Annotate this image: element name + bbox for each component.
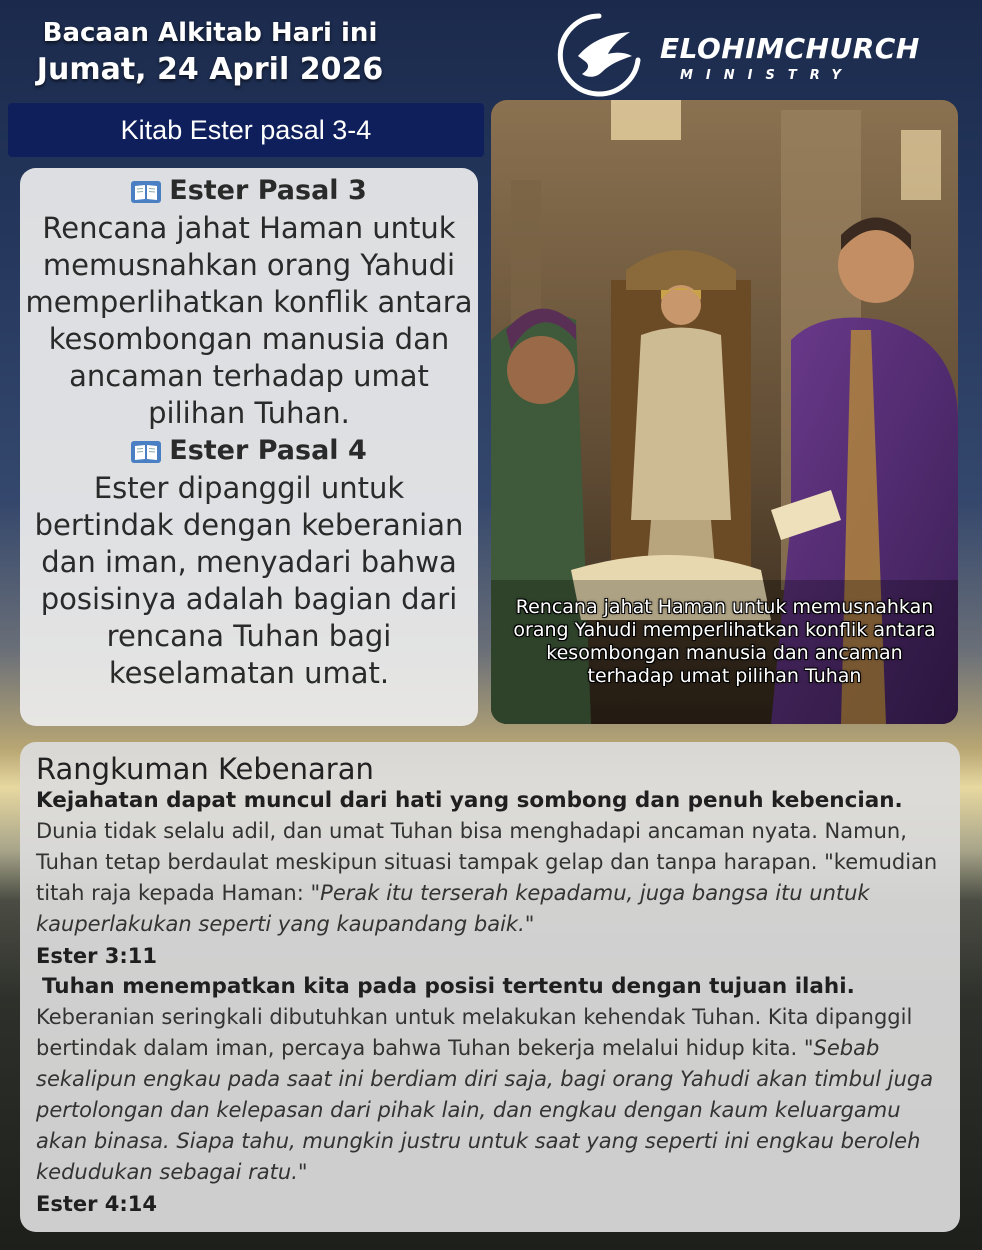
book-title: Kitab Ester pasal 3-4 <box>8 103 484 157</box>
chapter-heading <box>20 172 478 210</box>
scripture-quote: Sebab sekalipun engkau pada saat ini berdiam diri saja, bagi orang Yahudi akan timbul juga pertolongan dan kelepasan dari pihak lain, dan engkau dengan kaum keluargamu akan binasa. Siapa tahu, mungkin justru untuk saat yang seperti ini engkau beroleh kedudukan sebagai ratu. <box>36 1036 934 1184</box>
summary-title: Rangkuman Kebenaran <box>36 752 374 786</box>
chapters-panel <box>20 168 478 726</box>
summary-panel <box>20 742 960 1232</box>
chapter-body: Rencana jahat Haman untuk memusnahkan orang Yahudi memperlihatkan konflik antara kesombongan manusia dan ancaman terhadap umat pilihan Tuhan. <box>25 211 473 430</box>
date-header <box>0 16 420 90</box>
logo-name: ELOHIMCHURCH <box>660 32 920 65</box>
scripture-quote: Perak itu terserah kepadamu, juga bangsa itu untuk kauperlakukan seperti yang kaupandang baik. <box>36 881 870 936</box>
image-caption: Rencana jahat Haman untuk memusnahkan orang Yahudi memperlihatkan konflik antara kesombongan manusia dan ancaman terhadap umat pilihan Tuhan <box>513 596 936 687</box>
logo-subtitle: MINISTRY <box>680 68 854 83</box>
open-book-icon <box>131 441 161 463</box>
open-book-icon <box>131 181 161 203</box>
point-text: Dunia tidak selalu adil, dan umat Tuhan bisa menghadapi ancaman nyata. Namun, Tuhan tetap berdaulat meskipun situasi tampak gelap dan tanpa harapan. "kemudian titah raja kepada Haman: "Perak itu terserah kepadamu, juga bangsa itu untuk kauperlakukan seperti yang kaupandang baik." <box>36 819 938 936</box>
header-date: Jumat, 24 April 2026 <box>36 52 384 87</box>
illustration <box>491 100 958 724</box>
header-title: Bacaan Alkitab Hari ini <box>42 18 378 48</box>
point-heading: Tuhan menempatkan kita pada posisi tertentu dengan tujuan ilahi. <box>42 974 855 999</box>
chapter-heading <box>20 432 478 470</box>
chapter-body: Ester dipanggil untuk bertindak dengan keberanian dan iman, menyadari bahwa posisinya adalah bagian dari rencana Tuhan bagi keselamatan umat. <box>34 471 464 690</box>
chapter-title: Ester Pasal 3 <box>169 175 367 206</box>
point-text: Keberanian seringkali dibutuhkan untuk melakukan kehendak Tuhan. Kita dipanggil bertindak dalam iman, percaya bahwa Tuhan bekerja melalui hidup kita. "Sebab sekalipun engkau pada saat ini berdiam diri saja, bagi orang Yahudi akan timbul juga pertolongan dan kelepasan dari pihak lain, dan engkau dengan kaum keluargamu akan binasa. Siapa tahu, mungkin justru untuk saat yang seperti ini engkau beroleh kedudukan sebagai ratu." <box>36 1005 934 1184</box>
chapter-title: Ester Pasal 4 <box>169 435 367 466</box>
scripture-reference: Ester 4:14 <box>36 1192 158 1216</box>
scripture-reference: Ester 3:11 <box>36 944 158 968</box>
church-logo <box>556 12 920 98</box>
point-heading: Kejahatan dapat muncul dari hati yang sombong dan penuh kebencian. <box>36 788 903 813</box>
dove-icon <box>556 12 642 98</box>
